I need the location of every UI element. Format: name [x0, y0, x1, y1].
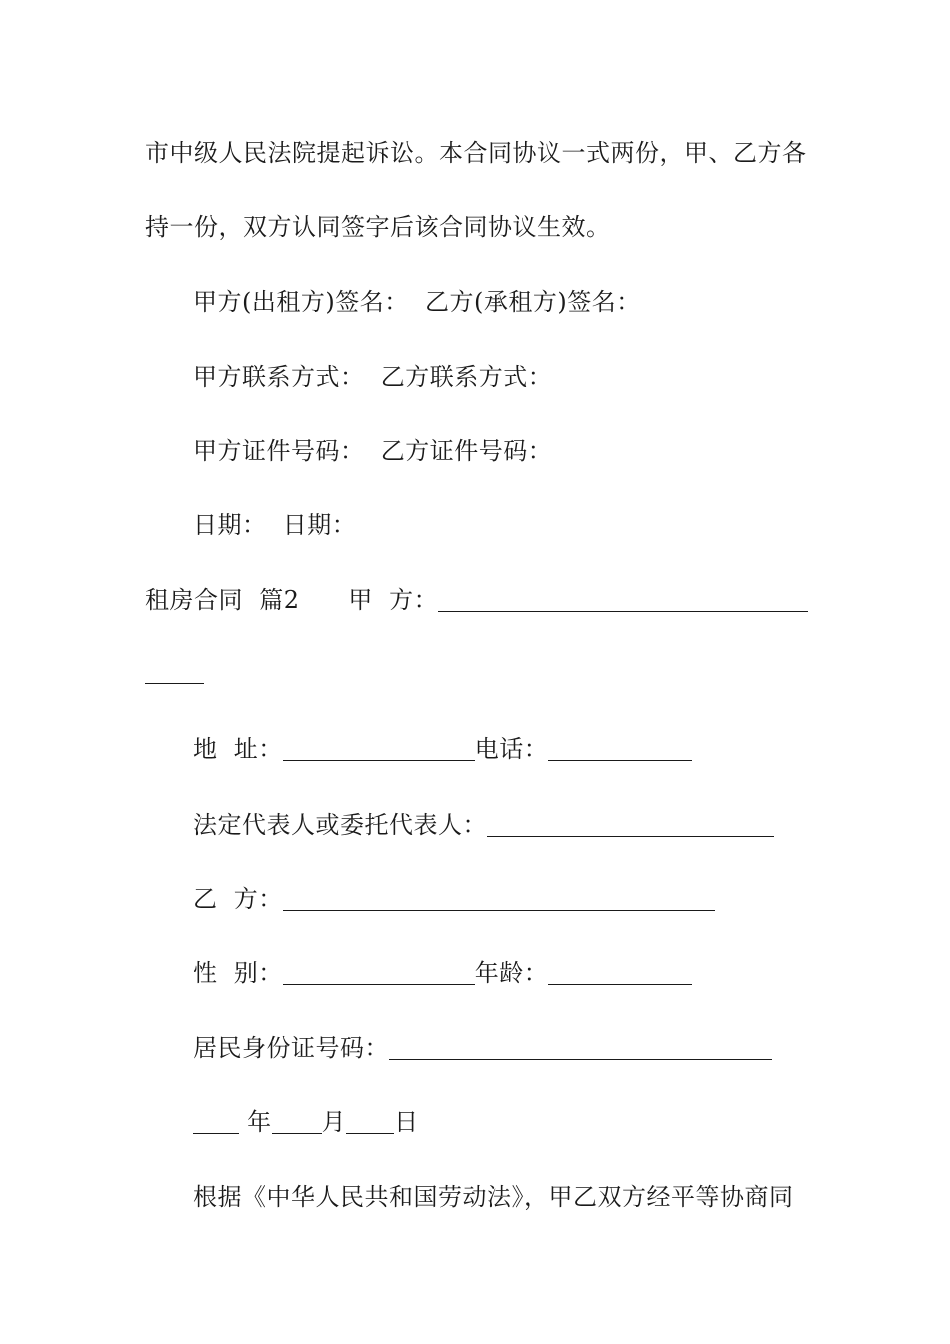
- party-a-label: 甲 方：: [348, 586, 439, 614]
- address-label: 地 址：: [193, 735, 283, 763]
- id-number-line: [193, 1033, 772, 1063]
- month-blank: [272, 1111, 322, 1134]
- paragraph-line: 根据《中华人民共和国劳动法》，甲乙双方经平等协商同: [193, 1183, 794, 1211]
- day-blank: [346, 1111, 394, 1134]
- id-line: [193, 436, 552, 466]
- party-b-id-label: 乙方证件号码：: [380, 437, 553, 465]
- party-b-signature-label: 乙方(承租方)签名：: [425, 288, 641, 316]
- party-a-blank: [438, 589, 808, 612]
- phone-label: 电话：: [474, 735, 549, 763]
- paragraph-line: 持一份，双方认同签字后该合同协议生效。: [145, 213, 611, 241]
- party-b-date-label: 日期：: [282, 511, 357, 539]
- party-a-signature-label: 甲方(出租方)签名：: [193, 288, 409, 316]
- signature-line: [193, 287, 641, 317]
- year-label: 年: [247, 1108, 272, 1136]
- date-fill-line: [193, 1107, 419, 1137]
- gender-age-line: [193, 958, 692, 988]
- gender-blank: [283, 962, 475, 985]
- paragraph-line: 市中级人民法院提起诉讼。本合同协议一式两份，甲、乙方各: [145, 139, 807, 167]
- representative-line: [193, 810, 774, 840]
- representative-label: 法定代表人或委托代表人：: [193, 811, 487, 839]
- month-label: 月: [321, 1108, 347, 1136]
- section-title: 租房合同 篇2: [145, 586, 300, 614]
- party-b-label: 乙 方：: [193, 885, 283, 913]
- id-number-label: 居民身份证号码：: [193, 1034, 389, 1062]
- party-a-blank-continuation: [145, 683, 204, 684]
- gender-label: 性 别：: [193, 959, 283, 987]
- day-label: 日: [394, 1108, 419, 1136]
- party-b-contact-label: 乙方联系方式：: [380, 363, 553, 391]
- address-blank: [283, 738, 475, 761]
- party-a-id-label: 甲方证件号码：: [193, 437, 365, 465]
- id-number-blank: [389, 1037, 772, 1060]
- age-blank: [548, 962, 692, 985]
- address-line: [193, 734, 692, 764]
- party-b-line: [193, 884, 715, 914]
- phone-blank: [548, 738, 692, 761]
- date-line: [193, 510, 356, 540]
- representative-blank: [487, 814, 774, 837]
- contact-line: [193, 362, 552, 392]
- party-a-date-label: 日期：: [193, 511, 267, 539]
- age-label: 年龄：: [474, 959, 549, 987]
- party-a-contact-label: 甲方联系方式：: [193, 363, 365, 391]
- party-b-blank: [283, 888, 715, 911]
- year-blank: [193, 1111, 239, 1134]
- section-heading-line: [145, 585, 808, 615]
